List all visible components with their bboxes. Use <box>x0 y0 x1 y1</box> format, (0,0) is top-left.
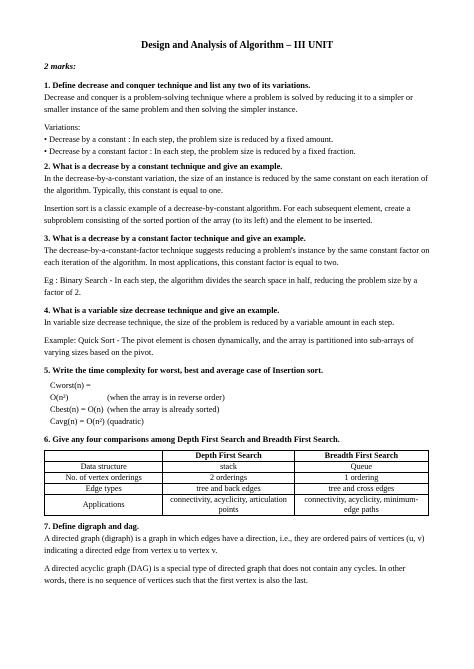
answer-3-para-2: Eg : Binary Search - In each step, the algorithm divides the search space in half, reducing the problem size by a factor of 2. <box>44 276 418 297</box>
table-row <box>45 495 429 516</box>
question-4: 4. What is a variable size decrease technique and give an example. <box>44 306 280 315</box>
question-2: 2. What is a decrease by a constant technique and give an example. <box>44 162 283 171</box>
table-cell: Queue <box>294 462 428 473</box>
complexity-worst <box>50 380 430 404</box>
table-cell: No. of vertex orderings <box>45 473 163 484</box>
marks-heading: 2 marks: <box>44 61 77 71</box>
variation-item: • Decrease by a constant factor : In each step, the problem size is reduced by a fixed fraction. <box>44 147 356 156</box>
variation-item: • Decrease by a constant : In each step, the problem size is reduced by a fixed amount. <box>44 135 334 144</box>
formula-note: (when the array is already sorted) <box>107 405 220 414</box>
formula-note: (quadratic) <box>107 417 144 426</box>
table-cell: tree and cross edges <box>294 484 428 495</box>
comparison-table <box>44 450 429 516</box>
table-cell: Data structure <box>45 462 163 473</box>
table-cell: Applications <box>45 495 163 516</box>
answer-7-para-2: A directed acyclic graph (DAG) is a special type of directed graph that does not contain any cycles. In other words, there is no sequence of vertices such that the first vertex is also the last. <box>44 564 406 585</box>
table-row <box>45 462 429 473</box>
answer-3-para-1: The decrease-by-a-constant-factor technique suggests reducing a problem's instance by the same constant factor on each iteration of the algorithm. In most applications, this constant factor is equal to two. <box>44 246 430 267</box>
answer-2-para-1: In the decrease-by-a-constant variation, the size of an instance is reduced by the same constant on each iteration of the algorithm. Typically, this constant is equal to one. <box>44 174 428 195</box>
document-title: Design and Analysis of Algorithm – III UNIT <box>141 40 333 51</box>
formula: Cbest(n) = O(n) <box>50 405 104 414</box>
table-header-row <box>45 451 429 462</box>
variations-label: Variations: <box>44 123 81 132</box>
table-row <box>45 484 429 495</box>
answer-4-para-2: Example: Quick Sort - The pivot element is chosen dynamically, and the array is partitioned into sub-arrays of varying sizes based on the pivot. <box>44 336 414 357</box>
answer-2-para-2: Insertion sort is a classic example of a decrease-by-constant algorithm. For each subsequent element, create a subproblem consisting of the sorted portion of the array (to its left) and the element to be inserted. <box>44 204 411 225</box>
table-cell: 2 orderings <box>163 473 294 484</box>
table-cell: stack <box>163 462 294 473</box>
formula: Cworst(n) = O(n²) <box>50 381 91 402</box>
table-row <box>45 473 429 484</box>
table-cell: connectivity, acyclicity, articulation points <box>163 495 294 516</box>
table-header-cell: Breadth First Search <box>294 451 428 462</box>
formula-note: (when the array is in reverse order) <box>107 393 225 402</box>
question-1: 1. Define decrease and conquer technique and list any two of its variations. <box>44 81 311 90</box>
table-cell: tree and back edges <box>163 484 294 495</box>
question-5: 5. Write the time complexity for worst, best and average case of Insertion sort. <box>44 366 324 375</box>
table-header-cell: Depth First Search <box>163 451 294 462</box>
question-3: 3. What is a decrease by a constant factor technique and give an example. <box>44 234 306 243</box>
table-header-cell <box>45 451 163 462</box>
table-cell: connectivity, acyclicity, minimum-edge paths <box>294 495 428 516</box>
table-cell: 1 ordering <box>294 473 428 484</box>
complexity-best <box>50 404 430 416</box>
answer-7-para-1: A directed graph (digraph) is a graph in which edges have a direction, i.e., they are ordered pairs of vertices (u, v) indicating a directed edge from vertex u to vertex v. <box>44 534 425 555</box>
answer-1: Decrease and conquer is a problem-solving technique where a problem is solved by reducing it to a simpler or smaller instance of the same problem and then solving the simpler instance. <box>44 93 413 114</box>
question-6: 6. Give any four comparisons among Depth First Search and Breadth First Search. <box>44 435 340 444</box>
question-7: 7. Define digraph and dag. <box>44 522 139 531</box>
complexity-average <box>50 416 430 428</box>
answer-4-para-1: In variable size decrease technique, the size of the problem is reduced by a variable amount in each step. <box>44 318 395 327</box>
formula: Cavg(n) = O(n²) <box>50 417 105 426</box>
table-cell: Edge types <box>45 484 163 495</box>
